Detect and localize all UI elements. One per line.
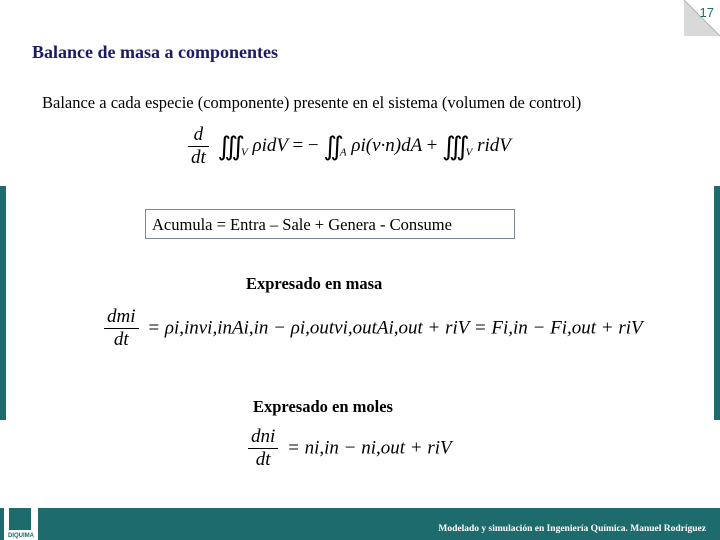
- equation-operator: +: [426, 134, 438, 156]
- mass-equation-body: = ρi,invi,inAi,in − ρi,outvi,outAi,out + riV = Fi,in − Fi,out + riV: [147, 317, 643, 339]
- logo-mark-icon: [9, 508, 31, 530]
- integral-subscript: V: [241, 146, 248, 159]
- derivative-fraction: $\frac{d}{dt}$: [188, 124, 209, 169]
- moles-equation-body: = ni,in − ni,out + riV: [287, 437, 452, 459]
- mass-derivative-fraction: $\frac{\text{dmi}}{dt}$: [104, 306, 139, 351]
- equation-operator: = −: [292, 134, 319, 156]
- slide-title: Balance de masa a componentes: [32, 42, 278, 62]
- mass-balance-equation: [104, 306, 643, 351]
- equation-term: ridV: [477, 134, 511, 156]
- integral-subscript: V: [465, 146, 473, 159]
- double-integral-symbol: ∬: [323, 131, 340, 161]
- general-balance-equation: [188, 124, 511, 169]
- page-number: 17: [699, 5, 714, 20]
- integral-subscript: A: [339, 146, 347, 159]
- moles-balance-equation: [248, 426, 452, 471]
- slide-subtitle: Balance a cada especie (componente) presente en el sistema (volumen de control): [42, 93, 582, 112]
- mass-label: Expresado en masa: [246, 274, 383, 293]
- equation-term: ρidV: [252, 134, 288, 156]
- logo-text: DIQUIMA: [8, 533, 34, 539]
- right-accent-bar: [714, 186, 720, 420]
- triple-integral-symbol: ∭: [442, 131, 466, 161]
- balance-summary-box: Acumula = Entra – Sale + Genera - Consume: [145, 209, 515, 239]
- triple-integral-symbol: ∭: [217, 131, 242, 161]
- moles-derivative-fraction: $\frac{\text{dni}}{dt}$: [248, 426, 278, 471]
- footer-bar: [0, 508, 720, 540]
- footer-text: Modelado y simulación en Ingeniería Química. Manuel Rodríguez: [438, 524, 706, 534]
- left-accent-bar: [0, 186, 6, 420]
- equation-term: ρi(v·n)dA: [351, 134, 422, 156]
- moles-label: Expresado en moles: [253, 397, 393, 416]
- university-logo: [4, 505, 38, 540]
